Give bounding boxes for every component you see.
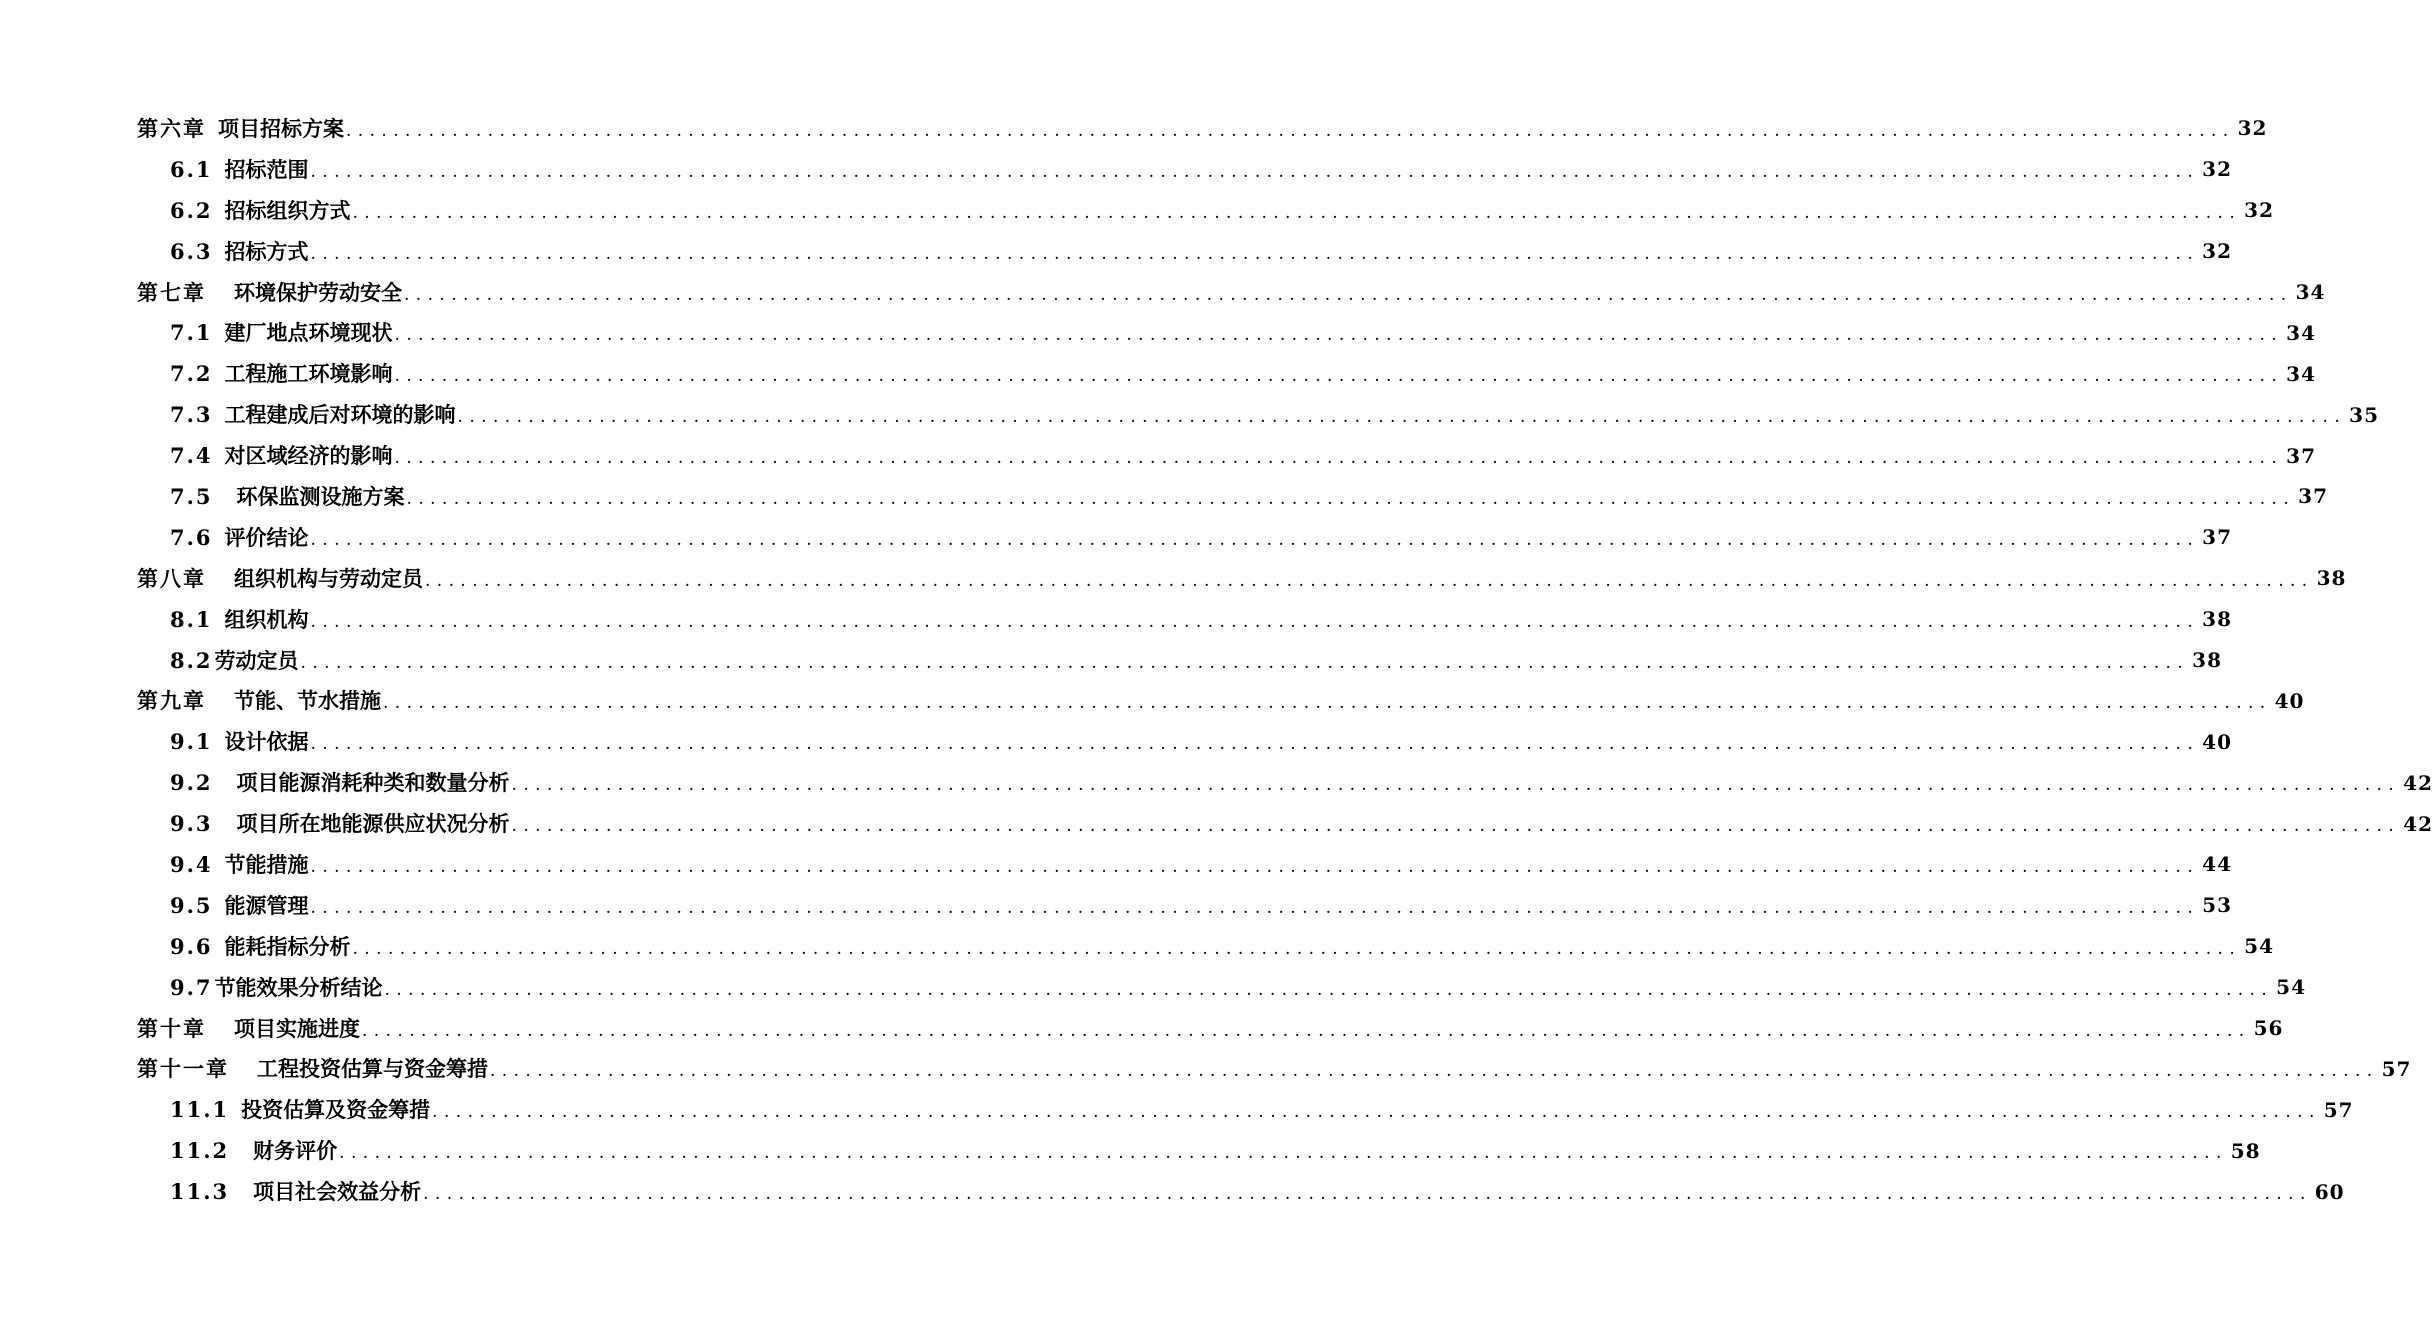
toc-entry-text: 项目实施进度: [234, 1015, 360, 1041]
toc-dot-leader: ................................................................................................................................................................: [406, 488, 2296, 509]
toc-entry-title: [170, 402, 456, 428]
toc-entry-title: [170, 729, 309, 755]
toc-entry-text: 工程建成后对环境的影响: [224, 402, 456, 428]
toc-entry-number: 7.6: [170, 524, 213, 550]
toc-dot-leader: ................................................................................................................................................................: [511, 816, 2401, 837]
toc-entry-number: 9.3: [170, 811, 213, 837]
toc-entry-text: 招标方式: [224, 238, 309, 264]
toc-entry[interactable]: [0, 1171, 2345, 1212]
toc-entry-title: [170, 647, 299, 673]
toc-page-number: 32: [2202, 239, 2232, 264]
toc-entry-title: [170, 1138, 338, 1164]
toc-entry[interactable]: [0, 476, 2328, 517]
toc-dot-leader: ................................................................................................................................................................: [310, 529, 2200, 550]
toc-entry-title: [137, 279, 402, 305]
toc-dot-leader: ................................................................................................................................................................: [310, 734, 2200, 755]
toc-entry-number: 11.3: [170, 1179, 230, 1205]
toc-entry-text: 投资估算及资金筹措: [241, 1097, 431, 1123]
toc-entry[interactable]: [0, 1089, 2354, 1130]
toc-entry[interactable]: [0, 149, 2232, 190]
toc-entry-title: [137, 1015, 360, 1041]
toc-entry-text: 项目能源消耗种类和数量分析: [236, 770, 510, 796]
toc-page-number: 37: [2202, 525, 2232, 550]
toc-entry-number: 8.1: [170, 606, 213, 632]
toc-dot-leader: ................................................................................................................................................................: [490, 1061, 2379, 1082]
toc-dot-leader: ................................................................................................................................................................: [310, 897, 2200, 918]
toc-entry-text: 工程施工环境影响: [224, 361, 393, 387]
toc-entry-text: 节能措施: [224, 851, 309, 877]
toc-page-number: 32: [2202, 157, 2232, 182]
toc-entry-number: 9.2: [170, 770, 213, 796]
toc-dot-leader: ................................................................................................................................................................: [352, 938, 2242, 959]
toc-entry-title: [170, 770, 510, 796]
toc-entry-text: 项目社会效益分析: [253, 1179, 422, 1205]
toc-entry[interactable]: [0, 108, 2268, 149]
toc-dot-leader: ................................................................................................................................................................: [310, 611, 2200, 632]
toc-entry[interactable]: [0, 517, 2232, 558]
toc-dot-leader: ................................................................................................................................................................: [310, 161, 2200, 182]
toc-entry-title: [137, 1056, 488, 1082]
toc-page-number: 60: [2314, 1179, 2345, 1204]
toc-page-number: 57: [2381, 1056, 2412, 1081]
toc-page-number: 37: [2298, 484, 2328, 509]
toc-entry-title: [170, 320, 393, 346]
toc-entry[interactable]: [0, 1130, 2261, 1171]
toc-page-number: 40: [2274, 688, 2305, 713]
toc-entry-title: [170, 606, 309, 632]
toc-entry-title: [170, 443, 393, 469]
toc-entry-number: 第十章: [137, 1015, 206, 1041]
toc-dot-leader: ................................................................................................................................................................: [425, 570, 2314, 591]
toc-entry-title: [170, 197, 351, 223]
toc-entry-number: 8.2: [170, 647, 213, 673]
toc-page-number: 38: [2202, 607, 2232, 632]
toc-dot-leader: ................................................................................................................................................................: [383, 693, 2272, 714]
toc-entry-number: 7.4: [170, 443, 213, 469]
toc-entry-text: 组织机构与劳动定员: [234, 565, 423, 591]
toc-entry-number: 第八章: [137, 565, 206, 591]
toc-entry-text: 环境保护劳动安全: [234, 279, 402, 305]
toc-entry[interactable]: [0, 394, 2379, 435]
toc-page-number: 38: [2192, 648, 2222, 673]
toc-entry[interactable]: [0, 190, 2274, 231]
toc-entry-number: 11.1: [170, 1097, 230, 1123]
toc-entry-title: [137, 688, 381, 714]
toc-entry[interactable]: [0, 926, 2274, 967]
toc-entry-text: 设计依据: [224, 729, 309, 755]
toc-page-number: 42: [2403, 811, 2433, 836]
toc-page-number: 54: [2276, 975, 2306, 1000]
toc-page-number: 38: [2316, 566, 2347, 591]
toc-entry-text: 劳动定员: [214, 647, 299, 673]
toc-entry-text: 能耗指标分析: [224, 933, 351, 959]
toc-entry-number: 7.2: [170, 361, 213, 387]
toc-entry-title: [170, 156, 309, 182]
toc-page-number: 34: [2286, 361, 2316, 386]
toc-entry[interactable]: [0, 640, 2222, 681]
toc-entry-title: [170, 1097, 431, 1123]
toc-dot-leader: ................................................................................................................................................................: [310, 856, 2200, 877]
toc-page-number: 44: [2202, 852, 2232, 877]
toc-entry-title: [137, 115, 344, 141]
toc-entry[interactable]: [0, 721, 2232, 762]
toc-dot-leader: ................................................................................................................................................................: [457, 407, 2347, 428]
toc-page-number: 35: [2349, 402, 2379, 427]
toc-entry-text: 项目所在地能源供应状况分析: [236, 811, 510, 837]
toc-entry[interactable]: [0, 844, 2232, 885]
toc-dot-leader: ................................................................................................................................................................: [339, 1143, 2228, 1164]
toc-dot-leader: ................................................................................................................................................................: [362, 1020, 2251, 1041]
toc-dot-leader: ................................................................................................................................................................: [352, 202, 2242, 223]
toc-entry-text: 组织机构: [224, 606, 309, 632]
toc-entry-text: 工程投资估算与资金筹措: [257, 1056, 488, 1082]
toc-entry[interactable]: [0, 353, 2316, 394]
toc-entry-number: 9.1: [170, 729, 213, 755]
toc-entry[interactable]: [0, 885, 2232, 926]
toc-entry-number: 第六章: [137, 115, 206, 141]
toc-entry-title: [170, 851, 309, 877]
toc-entry-number: 第七章: [137, 279, 206, 305]
toc-entry-title: [170, 483, 405, 509]
toc-entry-title: [170, 811, 510, 837]
toc-entry[interactable]: [0, 1048, 2412, 1089]
toc-page-number: 53: [2202, 893, 2232, 918]
toc-entry[interactable]: [0, 967, 2306, 1008]
toc-entry-title: [170, 524, 309, 550]
toc-entry-title: [137, 565, 423, 591]
table-of-contents: [0, 108, 2433, 1212]
toc-entry-text: 环保监测设施方案: [236, 483, 405, 509]
toc-dot-leader: ................................................................................................................................................................: [511, 775, 2401, 796]
toc-dot-leader: ................................................................................................................................................................: [423, 1184, 2312, 1205]
toc-entry-text: 能源管理: [224, 892, 309, 918]
toc-entry[interactable]: [0, 599, 2232, 640]
toc-entry-text: 项目招标方案: [218, 115, 344, 141]
toc-dot-leader: ................................................................................................................................................................: [404, 284, 2293, 305]
toc-entry-number: 9.4: [170, 851, 213, 877]
toc-page-number: 56: [2253, 1016, 2284, 1041]
toc-dot-leader: ................................................................................................................................................................: [310, 243, 2200, 264]
toc-page-number: 37: [2286, 443, 2316, 468]
toc-entry-title: [170, 238, 309, 264]
toc-page-number: 40: [2202, 729, 2232, 754]
toc-page-number: 34: [2286, 320, 2316, 345]
toc-entry-title: [170, 892, 309, 918]
toc-entry[interactable]: [0, 680, 2305, 721]
toc-entry-text: 评价结论: [224, 524, 309, 550]
toc-entry-text: 招标组织方式: [224, 197, 351, 223]
toc-entry-title: [170, 974, 383, 1000]
toc-entry-number: 9.6: [170, 933, 213, 959]
toc-entry-title: [170, 1179, 422, 1205]
toc-page-number: 57: [2323, 1097, 2354, 1122]
toc-entry-number: 9.7: [170, 974, 213, 1000]
toc-entry[interactable]: [0, 272, 2326, 313]
toc-entry-number: 7.3: [170, 402, 213, 428]
toc-dot-leader: ................................................................................................................................................................: [346, 120, 2235, 141]
toc-entry-text: 对区域经济的影响: [224, 443, 393, 469]
toc-dot-leader: ................................................................................................................................................................: [384, 979, 2274, 1000]
toc-entry[interactable]: [0, 558, 2347, 599]
toc-entry-text: 招标范围: [224, 156, 309, 182]
toc-page-number: 32: [2237, 116, 2268, 141]
toc-entry-number: 6.1: [170, 156, 213, 182]
toc-entry-number: 7.1: [170, 320, 213, 346]
toc-entry-title: [170, 933, 351, 959]
toc-entry[interactable]: [0, 803, 2433, 844]
toc-entry-number: 6.2: [170, 197, 213, 223]
toc-entry-text: 建厂地点环境现状: [224, 320, 393, 346]
toc-dot-leader: ................................................................................................................................................................: [394, 448, 2284, 469]
toc-entry-number: 第九章: [137, 688, 206, 714]
toc-entry[interactable]: [0, 231, 2232, 272]
toc-dot-leader: ................................................................................................................................................................: [394, 366, 2284, 387]
toc-page-number: 58: [2230, 1138, 2261, 1163]
toc-entry[interactable]: [0, 762, 2433, 803]
toc-entry-number: 6.3: [170, 238, 213, 264]
toc-entry[interactable]: [0, 435, 2316, 476]
toc-entry[interactable]: [0, 1008, 2284, 1049]
toc-dot-leader: ................................................................................................................................................................: [394, 325, 2284, 346]
toc-entry-number: 第十一章: [137, 1056, 229, 1082]
toc-entry[interactable]: [0, 312, 2316, 353]
toc-dot-leader: ................................................................................................................................................................: [300, 652, 2190, 673]
toc-page-number: 34: [2295, 280, 2326, 304]
toc-entry-text: 财务评价: [253, 1138, 338, 1164]
toc-page-number: 32: [2244, 198, 2274, 223]
toc-entry-number: 11.2: [170, 1138, 230, 1164]
toc-dot-leader: ................................................................................................................................................................: [432, 1102, 2321, 1123]
toc-entry-number: 9.5: [170, 892, 213, 918]
toc-entry-number: 7.5: [170, 483, 213, 509]
toc-page-number: 42: [2403, 770, 2433, 795]
toc-entry-text: 节能效果分析结论: [214, 974, 383, 1000]
toc-page-number: 54: [2244, 934, 2274, 959]
toc-entry-text: 节能、节水措施: [234, 688, 381, 714]
toc-entry-title: [170, 361, 393, 387]
